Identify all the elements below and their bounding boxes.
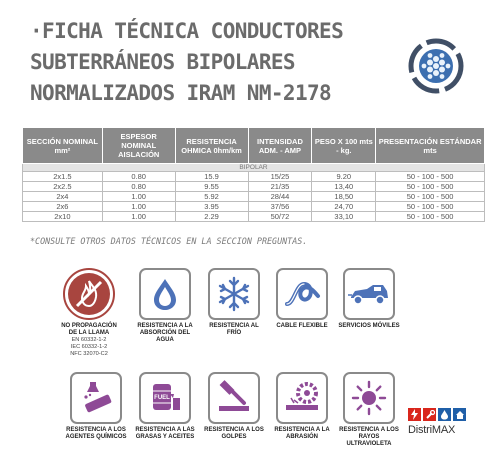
brand-squares [408,408,470,421]
table-header-row [23,128,485,164]
cell: 50 - 100 - 500 [376,182,485,192]
feature-impact-resistance [202,372,266,441]
norm-code: IEC 60332-1-2 [70,344,108,350]
cell: 1.00 [102,202,175,212]
table-row [23,192,485,202]
vehicle-icon [343,268,395,320]
cell: 50 - 100 - 500 [376,192,485,202]
feature-label: RESISTENCIA AL FRÍO [209,323,259,336]
cell: 37/56 [248,202,312,212]
flexible-cable-icon [276,268,328,320]
title-line-2: SUBTERRÁNEOS BIPOLARES [30,50,295,74]
table-row [23,212,485,222]
cell: 5.92 [175,192,248,202]
feature-abrasion-resistance [270,372,334,441]
oil-barrel-icon [139,372,191,424]
hammer-icon [208,372,260,424]
feature-mobile-services [337,268,401,330]
table-band-row [23,164,485,172]
feature-water-absorption [133,268,197,344]
column-header-seccion: SECCIÓN NOMINAL mm² [23,128,103,164]
cable-cross-section-icon [408,38,464,94]
feature-oil-resistance [133,372,197,441]
cell: 1.00 [102,212,175,222]
feature-chemical-resistance [64,372,128,441]
cell: 15.9 [175,172,248,182]
cell: 50 - 100 - 500 [376,202,485,212]
cell: 3.95 [175,202,248,212]
cell: 1.00 [102,192,175,202]
column-header-peso: PESO X 100 mts - kg. [312,128,376,164]
norm-code: NFC 32070-C2 [70,351,108,357]
no-flame-icon [63,268,115,320]
cell: 2x2.5 [23,182,103,192]
feature-uv-resistance [337,372,401,448]
column-header-intensidad: INTENSIDAD ADM. - AMP [248,128,312,164]
cell: 15/25 [248,172,312,182]
barrel-label: FUEL [154,395,170,401]
feature-no-flame [57,268,121,358]
cell: 2x6 [23,202,103,212]
table-row [23,172,485,182]
abrasion-icon [276,372,328,424]
cell: 18,50 [312,192,376,202]
brand-name: DistriMAX [408,424,456,436]
technical-specs-table [22,127,485,222]
lightning-icon [408,408,421,421]
feature-label: RESISTENCIA A LA ABRASIÓN [274,427,330,440]
cell: 24,70 [312,202,376,212]
brand-logo [408,408,470,436]
column-header-espesor: ESPESOR NOMINAL AISLACIÓN [102,128,175,164]
wrench-icon [423,408,436,421]
column-header-presentacion: PRESENTACIÓN ESTÁNDAR mts [376,128,485,164]
cell: 2x4 [23,192,103,202]
feature-label: NO PROPAGACIÓN DE LA LLAMA [61,323,117,336]
band-label: BIPOLAR [23,164,485,172]
page-title [30,16,410,109]
column-header-resistencia: RESISTENCIA OHMICA 0hm/km [175,128,248,164]
feature-label: RESISTENCIA A LAS GRASAS Y ACEITES [135,427,195,440]
feature-label: SERVICIOS MÓVILES [338,323,400,329]
snowflake-icon [208,268,260,320]
feature-label: RESISTENCIA A LOS RAYOS ULTRAVIOLETA [339,427,399,447]
cell: 2.29 [175,212,248,222]
footnote: *CONSULTE OTROS DATOS TÉCNICOS EN LA SECCION PREGUNTAS. [30,236,308,246]
feature-flexible-cable [270,268,334,330]
feature-cold-resistance [202,268,266,337]
table-row [23,202,485,212]
cell: 9.20 [312,172,376,182]
chemical-icon [70,372,122,424]
feature-label: RESISTENCIA A LA ABSORCIÓN DEL AGUA [137,323,193,343]
cell: 50/72 [248,212,312,222]
sun-icon [343,372,395,424]
water-icon [438,408,451,421]
feature-label: RESISTENCIA A LOS AGENTES QUÍMICOS [65,427,127,440]
cell: 28/44 [248,192,312,202]
cell: 0.80 [102,172,175,182]
cell: 9.55 [175,182,248,192]
cell: 50 - 100 - 500 [376,172,485,182]
feature-label: CABLE FLEXIBLE [276,323,328,329]
house-icon [453,408,466,421]
table-row [23,182,485,192]
water-drop-icon [139,268,191,320]
norm-code: EN 60332-1-2 [71,337,107,343]
cell: 21/35 [248,182,312,192]
title-line-3: NORMALIZADOS IRAM NM-2178 [30,81,332,105]
title-line-1: ·FICHA TÉCNICA CONDUCTORES [30,19,344,43]
feature-label: RESISTENCIA A LOS GOLPES [204,427,264,440]
cell: 33,10 [312,212,376,222]
cell: 13,40 [312,182,376,192]
cell: 0.80 [102,182,175,192]
cell: 2x1.5 [23,172,103,182]
cell: 2x10 [23,212,103,222]
cell: 50 - 100 - 500 [376,212,485,222]
